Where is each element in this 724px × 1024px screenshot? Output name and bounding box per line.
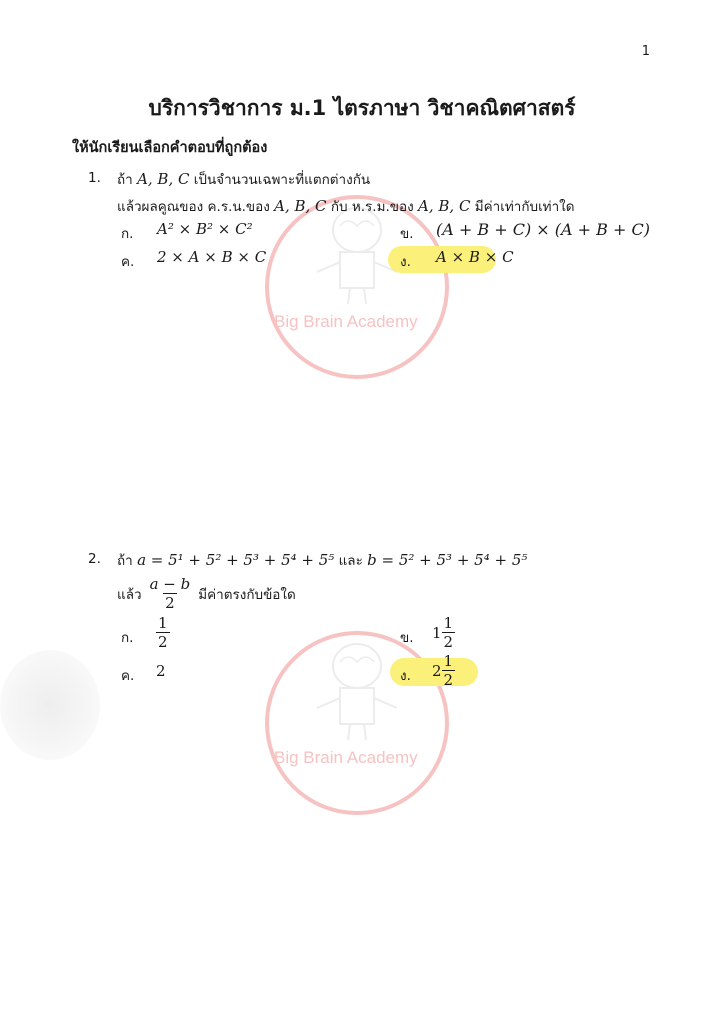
question-1-math-1: A, B, C <box>274 197 327 215</box>
q1-option-c-value[interactable]: 2 × A × B × C <box>157 248 267 266</box>
watermark-1 <box>262 192 452 382</box>
q1-option-c-label[interactable]: ค. <box>121 254 135 270</box>
fraction-numerator: a − b <box>149 575 191 593</box>
q2-option-a-value[interactable] <box>156 614 170 651</box>
question-1-line-1 <box>117 168 370 190</box>
fraction-numerator: 1 <box>158 614 168 632</box>
watermark-2 <box>262 628 452 818</box>
question-2-prefix: ถ้า <box>117 553 133 569</box>
question-2-ask: มีค่าตรงกับข้อใด <box>198 586 296 603</box>
watermark-brand-b: Academy <box>346 312 418 331</box>
page-title: บริการวิชาการ ม.1 ไตรภาษา วิชาคณิตศาสตร์ <box>148 96 576 120</box>
question-1-number: 1. <box>88 170 101 186</box>
question-2-expr-b: b = 5² + 5³ + 5⁴ + 5⁵ <box>367 551 528 569</box>
watermark-brand-a: Big Brain <box>274 748 343 767</box>
q2-option-b-value[interactable] <box>432 614 455 651</box>
fraction-numerator: 1 <box>443 652 454 670</box>
q1-option-d-value[interactable]: A × B × C <box>436 248 514 266</box>
watermark-brand-b: Academy <box>346 748 418 767</box>
fraction-numerator: 1 <box>443 614 454 632</box>
fraction-denominator: 2 <box>443 671 454 689</box>
scan-smudge <box>0 650 100 760</box>
question-1-text-b: กับ ห.ร.ม.ของ <box>330 199 414 215</box>
fraction-denominator: 2 <box>443 633 454 651</box>
fraction-denominator: 2 <box>158 633 168 651</box>
q1-option-d-label[interactable]: ง. <box>400 254 411 270</box>
q2-option-b-label[interactable]: ข. <box>400 630 414 646</box>
q1-option-a-value[interactable]: A² × B² × C² <box>157 220 253 238</box>
question-1-text-a: แล้วผลคูณของ ค.ร.น.ของ <box>117 199 270 215</box>
question-1-prefix: ถ้า <box>117 172 133 188</box>
instruction-text: ให้นักเรียนเลือกคำตอบที่ถูกต้อง <box>72 140 268 156</box>
q1-option-b-label[interactable]: ข. <box>400 226 414 242</box>
q2-option-b-fraction <box>442 614 456 651</box>
q2-option-a-fraction <box>156 614 170 651</box>
q2-option-c-value[interactable]: 2 <box>156 662 166 680</box>
q1-option-b-value[interactable]: (A + B + C) × (A + B + C) <box>436 220 650 239</box>
question-1-variables: A, B, C <box>137 170 190 188</box>
q2-option-d-value[interactable] <box>432 652 455 689</box>
brain-mascot-icon <box>262 628 452 818</box>
question-1-math-2: A, B, C <box>418 197 471 215</box>
q2-option-d-fraction <box>442 652 456 689</box>
question-2-and: และ <box>338 553 363 569</box>
brain-mascot-icon <box>262 192 452 382</box>
question-2-line-2 <box>117 575 296 612</box>
page-number: 1 <box>641 44 650 59</box>
mixed-number-whole: 1 <box>432 623 442 642</box>
question-2-fraction <box>148 575 193 612</box>
question-1-line-2 <box>117 195 575 217</box>
watermark-brand-a: Big Brain <box>274 312 343 331</box>
question-2-expr-a: a = 5¹ + 5² + 5³ + 5⁴ + 5⁵ <box>137 551 335 569</box>
q2-option-d-label[interactable]: ง. <box>400 668 411 684</box>
fraction-denominator: 2 <box>165 594 175 612</box>
q1-option-a-label[interactable]: ก. <box>121 226 134 242</box>
question-1-condition: เป็นจำนวนเฉพาะที่แตกต่างกัน <box>193 172 371 188</box>
mixed-number-whole: 2 <box>432 661 442 680</box>
question-2-then: แล้ว <box>117 586 142 603</box>
question-2-line-1 <box>117 549 527 571</box>
q2-option-a-label[interactable]: ก. <box>121 630 134 646</box>
question-2-number: 2. <box>88 551 101 567</box>
question-1-text-c: มีค่าเท่ากับเท่าใด <box>474 199 575 215</box>
q2-option-c-label[interactable]: ค. <box>121 668 135 684</box>
